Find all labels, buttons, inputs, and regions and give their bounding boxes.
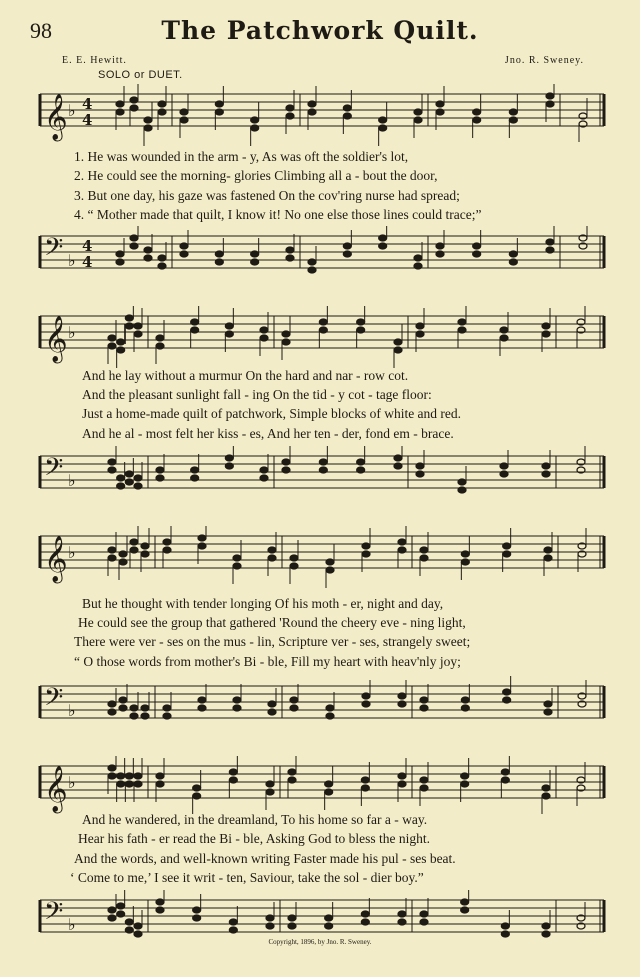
svg-text:𝄞: 𝄞 (44, 536, 68, 582)
svg-text:♭: ♭ (68, 251, 76, 270)
svg-text:𝄢: 𝄢 (44, 897, 64, 932)
svg-text:♭: ♭ (68, 101, 76, 120)
svg-text:𝄞: 𝄞 (44, 766, 68, 812)
lyricist-credit: E. E. Hewitt. (62, 55, 127, 66)
treble-staff-system-3 (0, 526, 640, 588)
svg-text:♭: ♭ (68, 701, 76, 720)
lyric-line: And the words, and well-known writing Faster made his pul - ses beat. (74, 851, 456, 866)
bass-staff-system-1 (0, 226, 640, 288)
treble-staff-system-2 (0, 306, 640, 368)
page-number: 98 (30, 18, 52, 43)
lyric-line: 2. He could see the morning- glories Climbing all a - bout the door, (74, 168, 438, 183)
lyric-line: ‘ Come to me,’ I see it writ - ten, Saviour, take the sol - dier boy.” (70, 870, 424, 885)
svg-text:♭: ♭ (68, 471, 76, 490)
lyric-line: 3. But one day, his gaze was fastened On the cov'ring nurse had spread; (74, 188, 460, 203)
svg-text:𝄞: 𝄞 (44, 316, 68, 362)
svg-text:4: 4 (82, 95, 93, 113)
svg-text:𝄢: 𝄢 (44, 233, 64, 268)
lyric-line: “ O those words from mother's Bi - ble, Fill my heart with heav'nly joy; (74, 654, 461, 669)
svg-text:𝄢: 𝄢 (44, 453, 64, 488)
lyric-line: And he al - most felt her kiss - es, And her ten - der, fond em - brace. (82, 426, 454, 441)
svg-text:4: 4 (82, 237, 93, 255)
treble-staff-system-1 (0, 84, 640, 146)
lyric-line: But he thought with tender longing Of his moth - er, night and day, (82, 596, 444, 611)
svg-text:♭: ♭ (68, 543, 76, 562)
lyric-line: Just a home-made quilt of patchwork, Simple blocks of white and red. (82, 406, 462, 421)
svg-text:4: 4 (82, 111, 93, 129)
performance-direction: SOLO or DUET. (98, 69, 183, 81)
lyric-line: He could see the group that gathered 'Round the cheery eve - ning light, (78, 615, 466, 630)
bass-staff-system-2 (0, 446, 640, 508)
svg-text:♭: ♭ (68, 323, 76, 342)
treble-staff-system-4 (0, 756, 640, 818)
svg-text:𝄢: 𝄢 (44, 683, 64, 718)
hymn-title: The Patchwork Quilt. (161, 16, 479, 45)
composer-credit: Jno. R. Sweney. (504, 55, 584, 66)
svg-text:𝄞: 𝄞 (44, 94, 68, 140)
lyric-line: There were ver - ses on the mus - lin, Scripture ver - ses, strangely sweet; (74, 634, 471, 649)
bass-staff-system-3 (0, 676, 640, 738)
copyright-notice: Copyright, 1896, by Jno. R. Sweney. (268, 938, 372, 946)
svg-text:4: 4 (82, 253, 93, 271)
svg-text:♭: ♭ (68, 773, 76, 792)
lyric-line: 1. He was wounded in the arm - y, As was oft the soldier's lot, (74, 149, 409, 164)
svg-text:♭: ♭ (68, 915, 76, 934)
lyric-line: Hear his fath - er read the Bi - ble, Asking God to bless the night. (78, 831, 431, 846)
lyric-line: 4. “ Mother made that quilt, I know it! No one else those lines could trace;” (74, 207, 482, 222)
lyric-line: And the pleasant sunlight fall - ing On the tid - y cot - tage floor: (82, 387, 432, 402)
lyric-line: And he lay without a murmur On the hard and nar - row cot. (82, 368, 409, 383)
lyric-line: And he wandered, in the dreamland, To his home so far a - way. (82, 812, 428, 827)
